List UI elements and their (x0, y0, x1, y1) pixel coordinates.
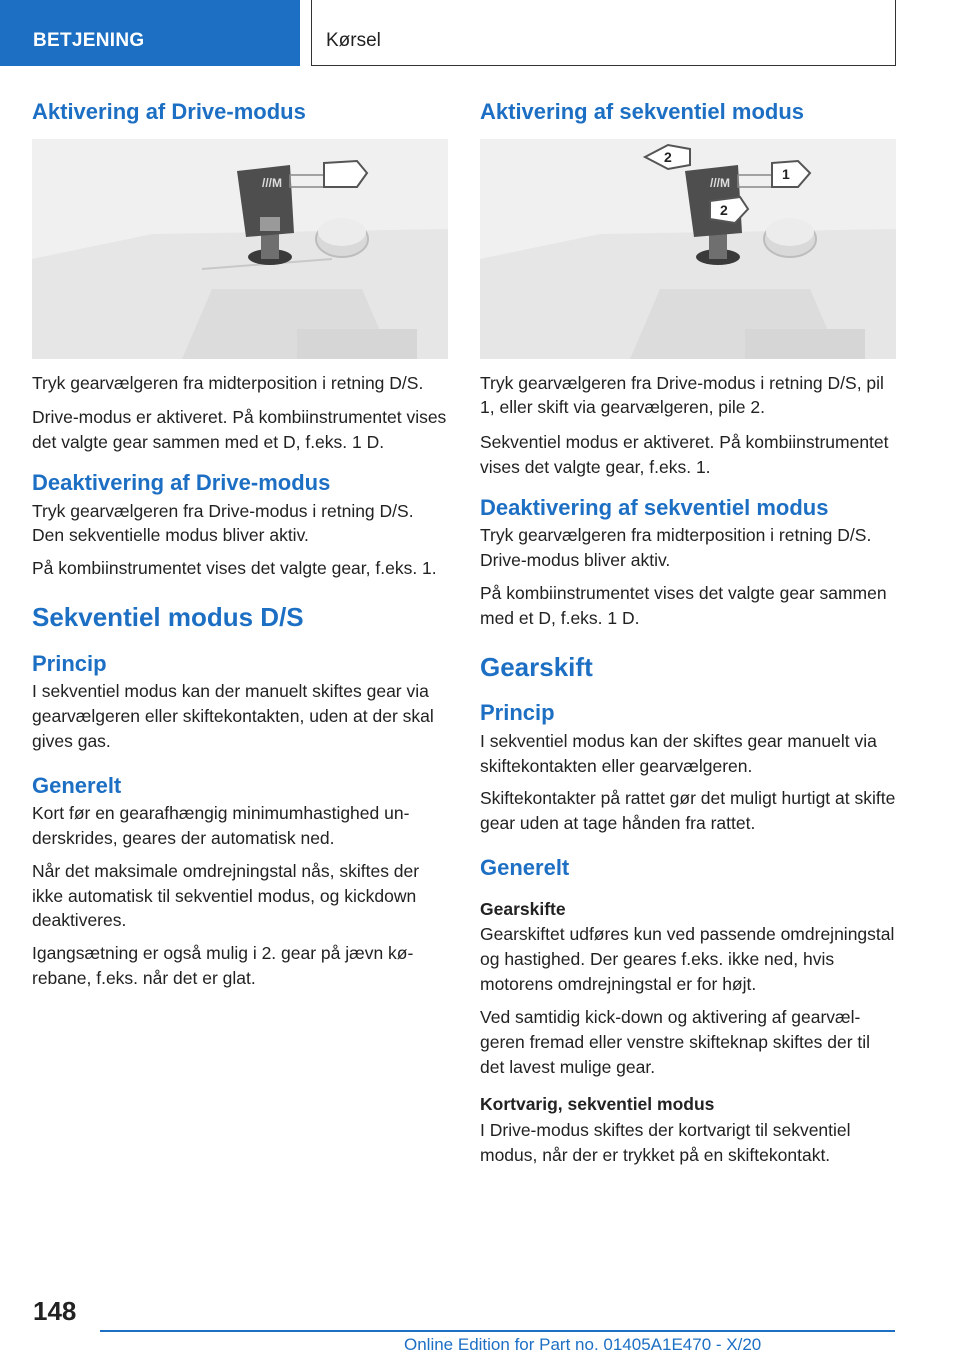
heading-princip-right: Princip (480, 700, 555, 726)
footer-edition: Online Edition for Part no. 01405A1E470 - X/20 (404, 1335, 762, 1354)
callout-1: 1 (782, 165, 790, 182)
svg-text:///M: ///M (710, 175, 730, 190)
paragraph-sequential-activation-1: Tryk gearvælgeren fra Drive-modus i retning D/S, pil 1, eller skift via gearvælgeren, pile 2. (480, 372, 884, 418)
page-number: 148 (33, 1296, 77, 1326)
footer-rule (100, 1330, 895, 1332)
gear-selector-arrows-illustration (480, 139, 896, 359)
heading-sequential-activation: Aktivering af sekventiel modus (480, 99, 804, 124)
paragraph-kortvarig: I Drive-modus skiftes der kortvarigt til sekventiel modus, når der er trykket på en skiftekontakt. (480, 1120, 851, 1166)
left-column (32, 98, 448, 991)
callout-2-top: 2 (664, 148, 672, 165)
paragraph-generelt-left-1: Kort før en gearafhængig minimumhastighed underskrides, geares der automatisk ned. (32, 803, 410, 848)
callout-2-bottom: 2 (720, 201, 728, 218)
heading-sequential-deactivation: Deaktivering af sekventiel modus (480, 494, 829, 520)
chapter-tab: Kørsel (311, 0, 896, 66)
heading-generelt-left: Generelt (32, 772, 122, 798)
paragraph-sequential-deactivation-2: På kombiinstrumentet vises det valgte gear sammen med et D, f.eks. 1 D. (480, 583, 887, 628)
heading-princip-left: Princip (32, 650, 107, 676)
gear-selector-illustration (32, 139, 448, 359)
heading-drive-deactivation: Deaktivering af Drive-modus (32, 470, 331, 496)
paragraph-drive-deactivation-2: På kombiinstrumentet vises det valgte gear, f.eks. 1. (32, 558, 437, 579)
paragraph-gearskifte-2: Ved samtidig kick-down og aktivering af gearvælgeren fremad eller venstre skifteknap skiftes der til det lavest mulige gear. (480, 1006, 871, 1077)
gear-selector-figure-sequential (480, 139, 896, 359)
paragraph-gearskifte-1: Gearskiftet udføres kun ved passende omdrejningstal og hastighed. Der geares f.eks. ikke ned, hvis motorens omdrejningstal er for højt. (480, 924, 895, 995)
heading-gearskift: Gearskift (480, 651, 593, 682)
right-column (480, 98, 896, 1168)
paragraph-princip-left: I sekventiel modus kan der manuelt skiftes gear via gearvælgeren eller skiftekontakten, uden at der skal gives gas. (32, 681, 434, 751)
heading-sequential-mode: Sekventiel modus D/S (32, 602, 304, 633)
paragraph-sequential-deactivation-1: Tryk gearvælgeren fra midterposition i retning D/S. Drive-modus bliver aktiv. (480, 525, 872, 571)
paragraph-drive-activation-1: Tryk gearvælgeren fra midterposition i retning D/S. (32, 372, 424, 393)
paragraph-drive-activation-2: Drive-modus er aktiveret. På kombiinstrumentet vises det valgte gear sammen med et D, f.eks. 1 D. (32, 407, 447, 453)
paragraph-princip-right-1: I sekventiel modus kan der skiftes gear manuelt via skiftekontakten eller gearvælgeren. (480, 730, 877, 776)
paragraph-drive-deactivation-1: Tryk gearvælgeren fra Drive-modus i retning D/S. Den sekventielle modus bliver aktiv. (32, 500, 414, 546)
svg-text:///M: ///M (262, 175, 282, 190)
heading-generelt-right: Generelt (480, 855, 570, 881)
gear-selector-figure-drive (32, 139, 448, 359)
heading-kortvarig: Kortvarig, sekventiel modus (480, 1094, 715, 1115)
paragraph-princip-right-2: Skiftekontakter på rattet gør det muligt hurtigt at skifte gear uden at tage hånden fra rattet. (480, 788, 896, 834)
section-tab: BETJENING (0, 0, 300, 66)
heading-gearskifte: Gearskifte (480, 898, 566, 919)
paragraph-sequential-activation-2: Sekventiel modus er aktiveret. På kombiinstrumentet vises det valgte gear, f.eks. 1. (480, 432, 889, 478)
page-header (0, 0, 960, 66)
paragraph-generelt-left-2: Når det maksimale omdrejningstal nås, skiftes der ikke automatisk til sekventiel modus, og kickdown deaktiveres. (32, 860, 420, 931)
heading-drive-activation: Aktivering af Drive-modus (32, 99, 306, 124)
paragraph-generelt-left-3: Igangsætning er også mulig i 2. gear på jævn kørebane, f.eks. når det er glat. (32, 943, 414, 989)
